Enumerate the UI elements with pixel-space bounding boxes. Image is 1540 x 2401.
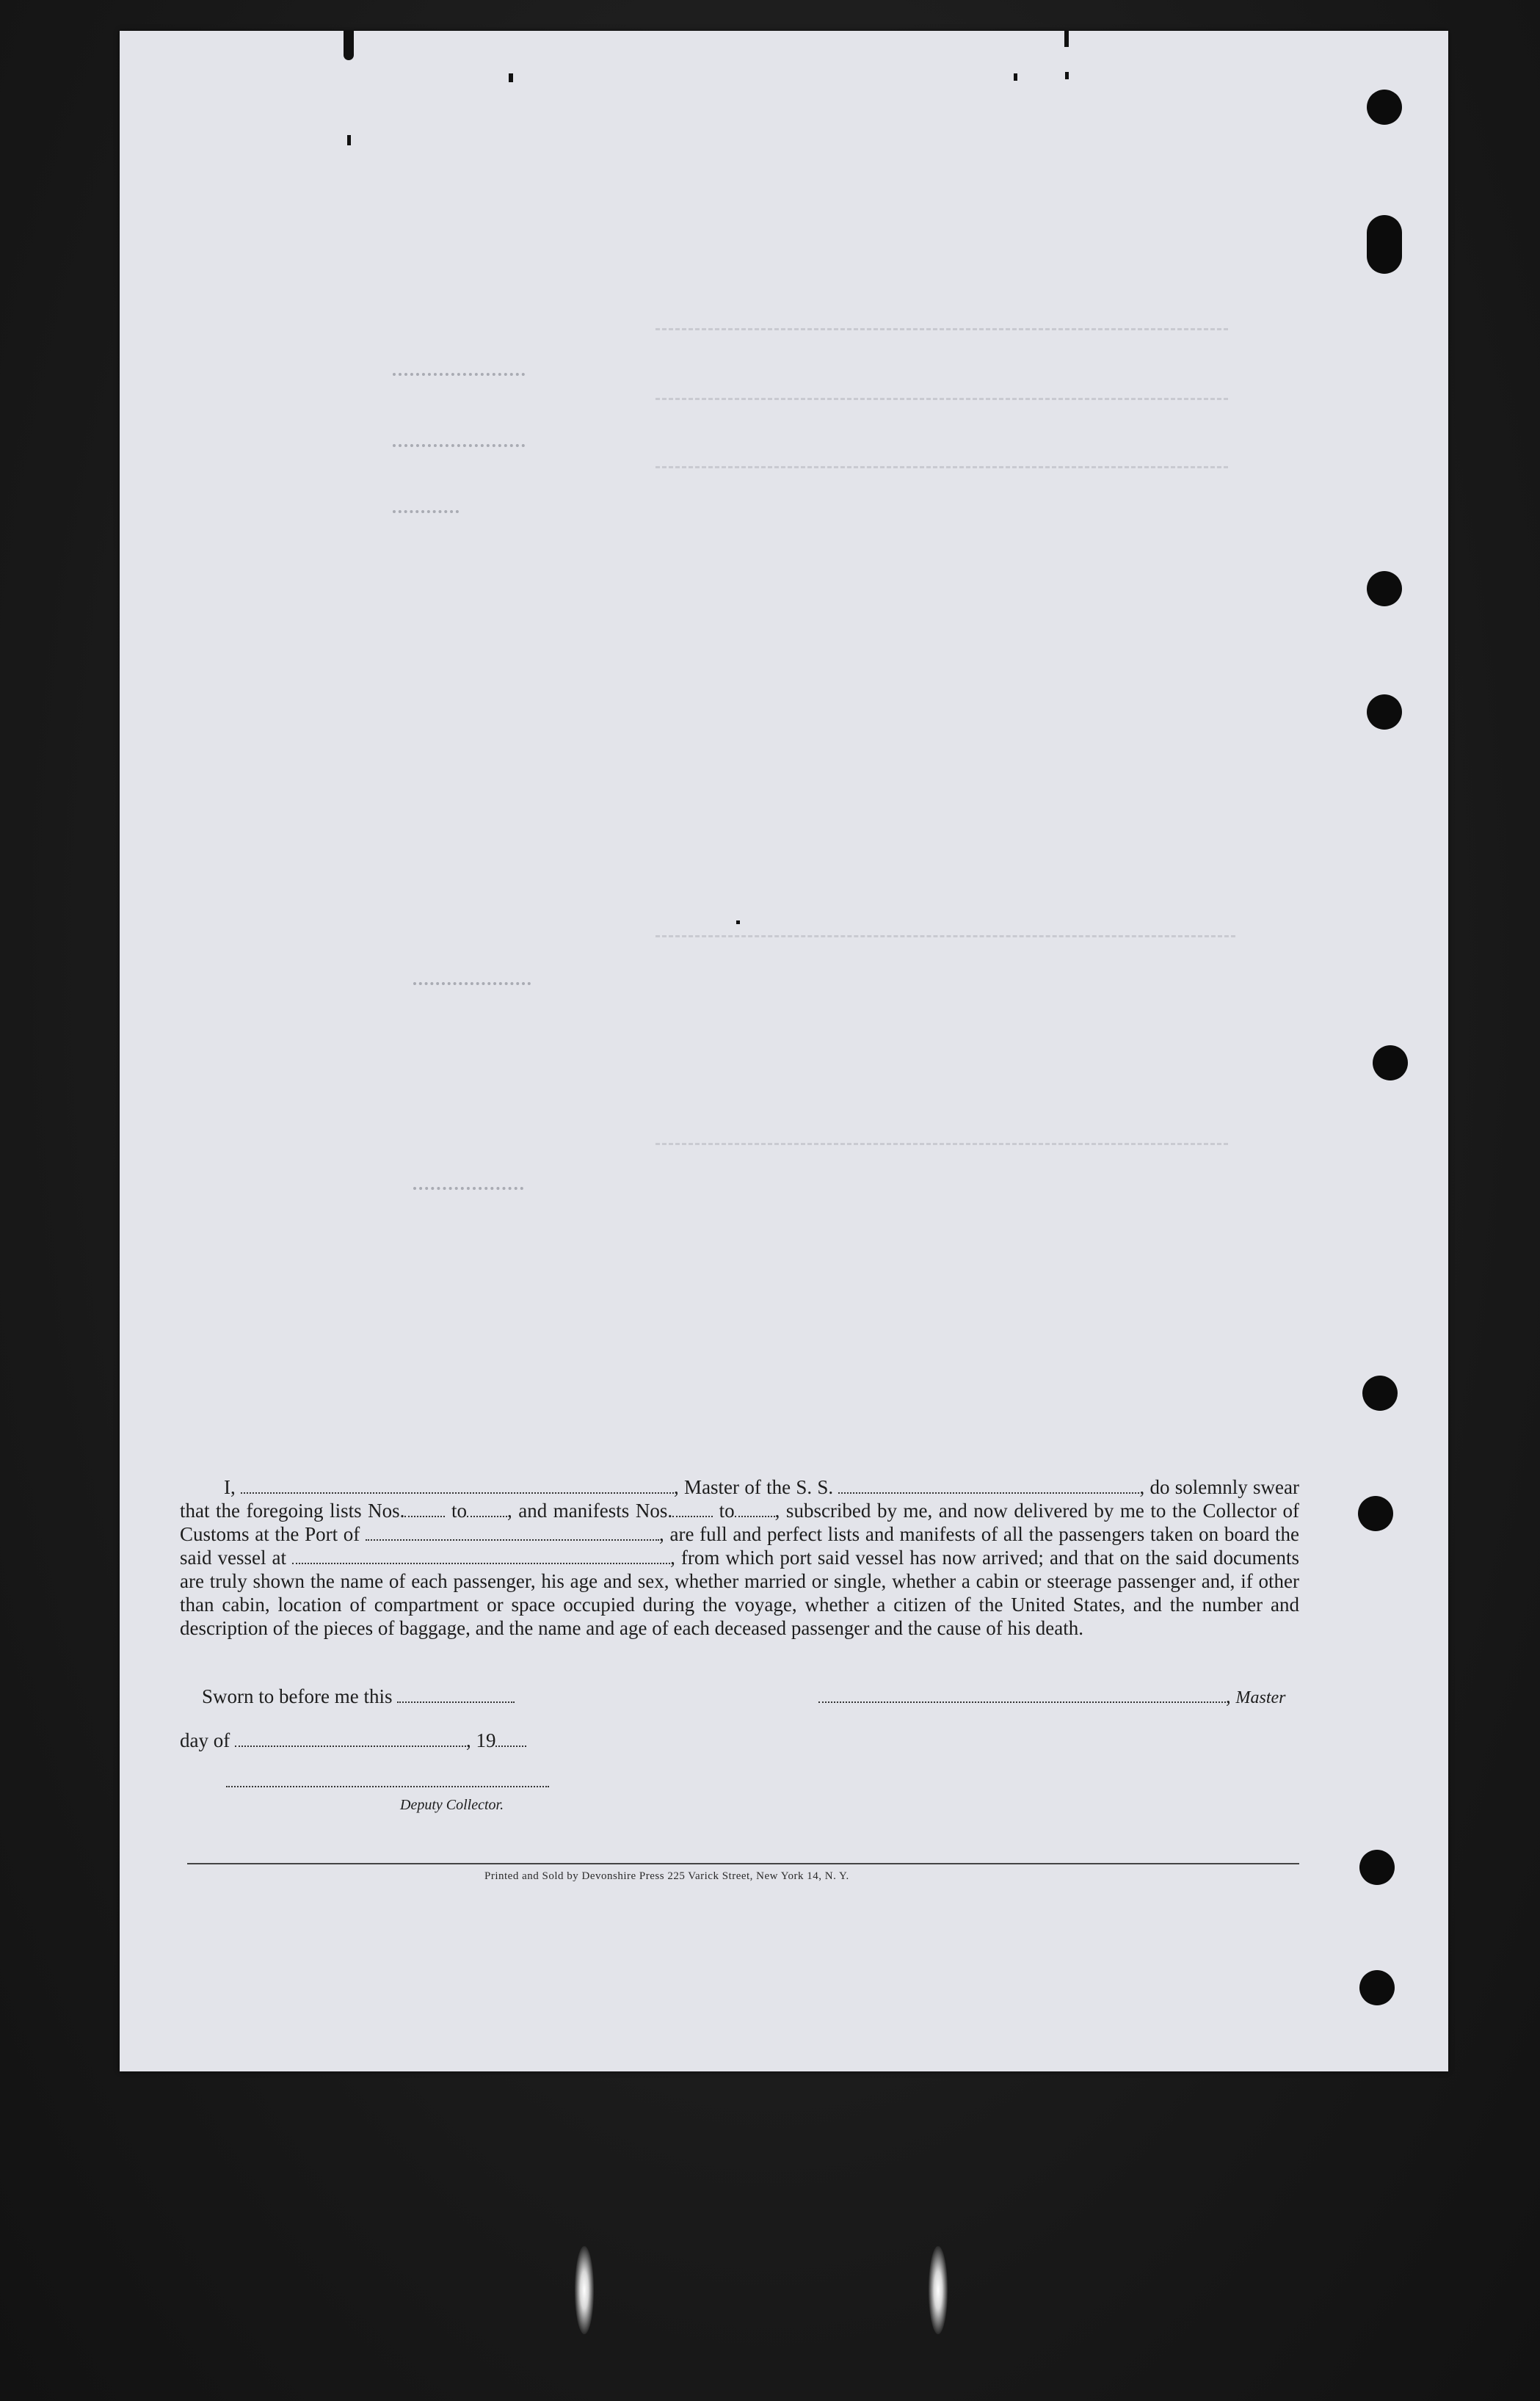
bleed-through-dots [413, 982, 531, 985]
year-blank [495, 1731, 526, 1747]
oath-subscribed: , subscribed by me, and now [774, 1500, 1008, 1522]
bleed-through-line [655, 466, 1228, 468]
master-comma: , [1226, 1685, 1231, 1707]
scanner-glare [929, 2246, 948, 2334]
master-label: Master [1235, 1688, 1286, 1707]
list-to-blank [467, 1501, 507, 1517]
scan-speck [736, 920, 740, 924]
oath-from-which: , from which [670, 1547, 774, 1569]
document-page [120, 31, 1448, 2071]
departure-port-blank [292, 1548, 670, 1564]
printer-imprint: Printed and Sold by Devonshire Press 225 Varick Street, New York 14, N. Y. [484, 1870, 849, 1882]
day-of-label: day of [180, 1729, 230, 1751]
master-oath-paragraph [180, 1475, 1299, 1640]
page-notch [1064, 31, 1069, 47]
scan-speck [347, 135, 351, 145]
oath-do-solemnly: , do solemnly [1139, 1476, 1248, 1498]
list-from-blank [404, 1501, 445, 1517]
oath-delivered: delivered by me to the Collector of Customs at the Port of [180, 1500, 1300, 1545]
binder-hole [1362, 1376, 1398, 1411]
master-name-blank [241, 1478, 674, 1494]
oath-remainder: port said vessel has now arrived; and that on the said documents are truly shown the name of each passenger, his age and sex, whether married or single, whether a cabin or steerage passenger and, if other than cabin, location of compartment or space occupied during the voyage, whether a citizen of the United States, and the number and description of the pieces of baggage, and the name and age of each deceased passenger and the cause of his death. [180, 1547, 1300, 1639]
oath-full-perfect: , are full and perfect lists and [659, 1523, 894, 1545]
binder-hole [1367, 694, 1402, 730]
sworn-label: Sworn to before me this [202, 1685, 393, 1707]
deputy-signature-blank [226, 1786, 549, 1787]
port-blank [366, 1525, 659, 1541]
bleed-through-dots [393, 510, 459, 513]
sworn-before-line [202, 1685, 515, 1708]
oath-manifests-all: manifests of all the passengers taken on board the said vessel at [180, 1523, 1300, 1569]
bleed-through-line [655, 328, 1228, 330]
bleed-through-line [655, 1143, 1228, 1145]
binder-hole [1358, 1496, 1393, 1531]
year-prefix: , 19 [465, 1729, 496, 1751]
binder-hole [1367, 90, 1402, 125]
oath-to-2: to [719, 1500, 735, 1522]
deputy-collector-label: Deputy Collector. [400, 1797, 504, 1813]
oath-and-manifests: , and manifests Nos. [506, 1500, 673, 1522]
bleed-through-line [655, 398, 1228, 400]
month-blank [235, 1731, 466, 1747]
day-of-line [180, 1729, 526, 1752]
master-signature-blank [818, 1687, 1226, 1703]
binder-hole [1367, 571, 1402, 606]
scan-speck [1065, 72, 1069, 79]
bleed-through-line [655, 935, 1235, 937]
manifest-from-blank [672, 1501, 713, 1517]
sworn-day-blank [397, 1687, 515, 1703]
page-notch [344, 31, 354, 60]
bleed-through-dots [413, 1187, 523, 1190]
oath-to-1: to [451, 1500, 467, 1522]
scan-speck [509, 73, 513, 82]
binder-hole [1359, 1850, 1395, 1885]
bleed-through-dots [393, 444, 525, 447]
vessel-name-blank [838, 1478, 1139, 1494]
oath-swear: swear that the foregoing lists Nos. [180, 1476, 1300, 1522]
scanner-glare [575, 2246, 594, 2334]
binder-hole [1367, 215, 1402, 274]
master-signature-line [818, 1685, 1286, 1708]
manifest-to-blank [735, 1501, 775, 1517]
binder-hole [1359, 1970, 1395, 2005]
scan-speck [1014, 73, 1017, 81]
binder-hole [1373, 1045, 1408, 1080]
bleed-through-dots [393, 373, 525, 376]
oath-master-of-ss: , Master of the S. S. [674, 1476, 834, 1498]
oath-I: I, [224, 1476, 236, 1498]
bottom-rule [187, 1863, 1299, 1864]
